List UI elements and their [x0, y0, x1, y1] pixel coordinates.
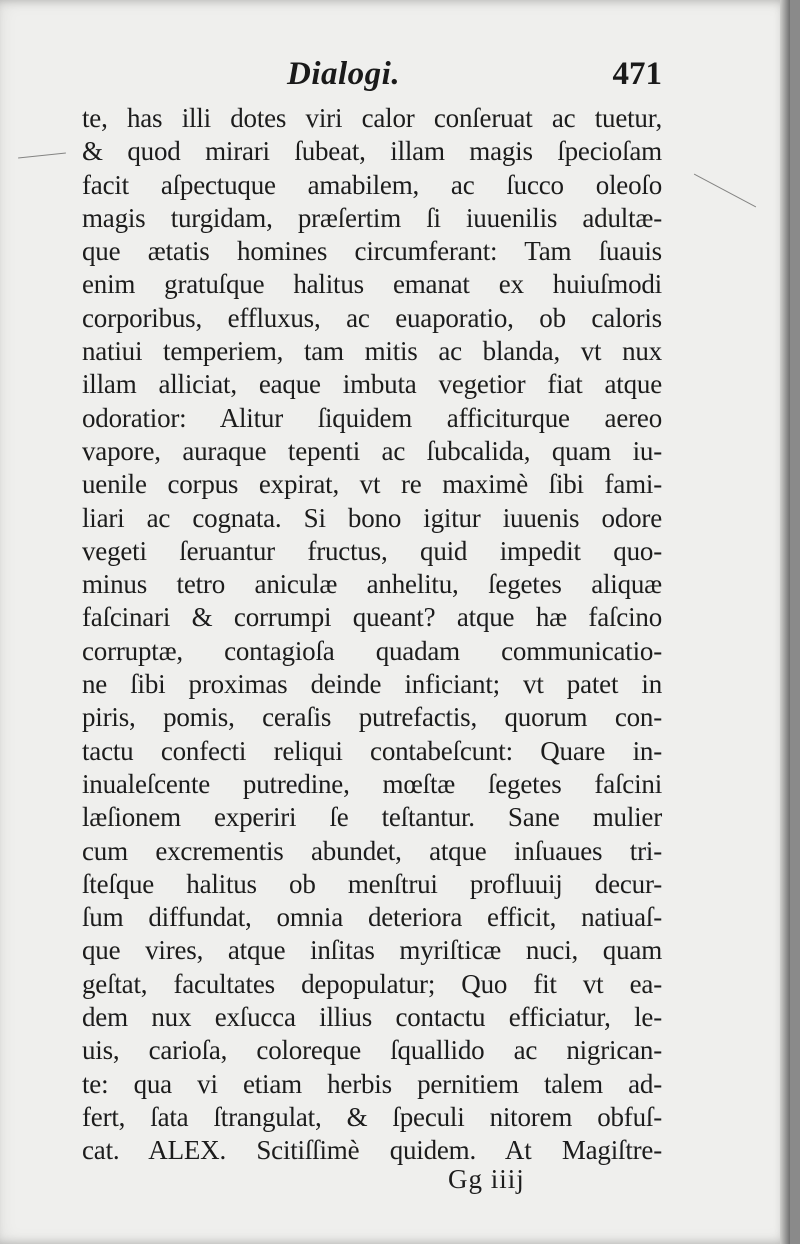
text-line: uis, carioſa, coloreque ſquallido ac nigrican- — [82, 1035, 662, 1066]
text-line: corruptæ, contagioſa quadam communicatio- — [82, 635, 662, 666]
body-text — [82, 102, 662, 1168]
running-title: Dialogi. — [287, 56, 401, 92]
scan-mark-right — [694, 174, 756, 208]
text-line: illam alliciat, eaque imbuta vegetior fiat atque — [82, 369, 662, 400]
page-edge-shadow — [780, 0, 790, 1244]
text-line: te, has illi dotes viri calor conſeruat ac tuetur, — [82, 103, 662, 133]
page-number: 471 — [612, 56, 662, 92]
text-line: corporibus, effluxus, ac euaporatio, ob caloris — [82, 302, 662, 333]
text-line: magis turgidam, præſertim ſi iuuenilis adultæ- — [82, 202, 662, 233]
text-line: ſteſque halitus ob menſtrui profluuij decur- — [82, 868, 662, 899]
signature-mark: Gg iiij — [448, 1164, 525, 1194]
text-line: ne ſibi proximas deinde inficiant; vt patet in — [82, 669, 662, 700]
text-line: ſum diffundat, omnia deteriora efficit, natiuaſ- — [82, 902, 662, 933]
text-line: vegeti ſeruantur fructus, quid impedit quo- — [82, 535, 662, 566]
text-line: uenile corpus expirat, vt re maximè ſibi fami- — [82, 469, 662, 500]
text-line: que ætatis homines circumferant: Tam ſuauis — [82, 236, 662, 267]
text-line: te: qua vi etiam herbis pernitiem talem ad- — [82, 1068, 662, 1099]
text-line: natiui temperiem, tam mitis ac blanda, vt nux — [82, 336, 662, 367]
text-line: minus tetro aniculæ anhelitu, ſegetes aliquæ — [82, 569, 662, 600]
text-line: læſionem experiri ſe teſtantur. Sane mulier — [82, 802, 662, 833]
page-header — [82, 56, 662, 102]
text-line: dem nux exſucca illius contactu efficiatur, le- — [82, 1002, 662, 1033]
text-line: piris, pomis, ceraſis putrefactis, quorum con- — [82, 702, 662, 733]
text-line: liari ac cognata. Si bono igitur iuuenis odore — [82, 502, 662, 533]
text-line: cat. ALEX. Scitiſſimè quidem. At Magiſtre- — [82, 1135, 662, 1166]
text-line: odoratior: Alitur ſiquidem afficiturque aereo — [82, 402, 662, 433]
text-line: cum excrementis abundet, atque inſuaues tri- — [82, 835, 662, 866]
text-line: fert, ſata ſtrangulat, & ſpeculi nitorem obfuſ- — [82, 1101, 662, 1132]
text-line: geſtat, facultates depopulatur; Quo fit vt ea- — [82, 968, 662, 999]
text-line: facit aſpectuque amabilem, ac ſucco oleoſo — [82, 169, 662, 200]
scan-mark-left — [18, 152, 66, 158]
text-line: vapore, auraque tepenti ac ſubcalida, quam iu- — [82, 435, 662, 466]
text-line: tactu confecti reliqui contabeſcunt: Quare in- — [82, 735, 662, 766]
text-line: & quod mirari ſubeat, illam magis ſpecioſam — [82, 136, 662, 167]
text-line: que vires, atque inſitas myriſticæ nuci, quam — [82, 935, 662, 966]
text-line: faſcinari & corrumpi queant? atque hæ faſcino — [82, 602, 662, 633]
text-line: inualeſcente putredine, mœſtæ ſegetes faſcini — [82, 768, 662, 799]
text-line: enim gratuſque halitus emanat ex huiuſmodi — [82, 269, 662, 300]
